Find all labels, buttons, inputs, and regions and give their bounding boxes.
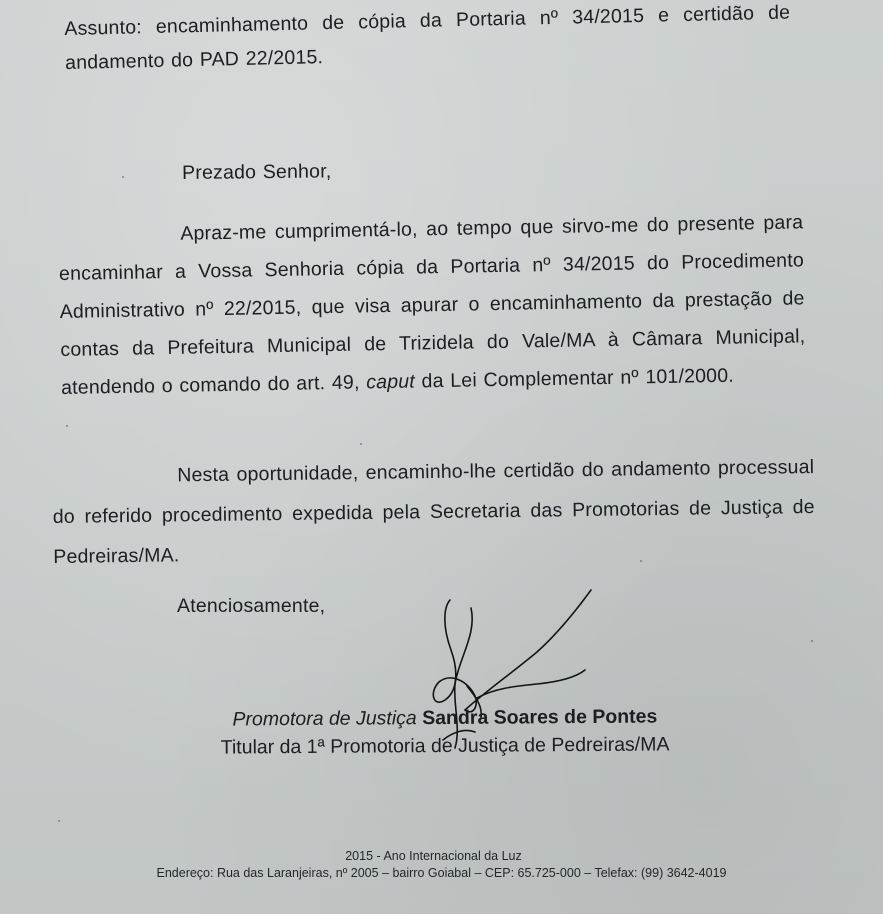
body-paragraph-1-text: Apraz-me cumprimentá-lo, ao tempo que sirvo-me do presente para encaminhar a Vossa Senhoria cópia da Portaria nº 34/2015 do Procedimento Administrativo nº 22/2015, que visa apurar o encaminhamento da prestação de contas da Prefeitura Municipal de Trizidela do Vale/MA à Câmara Municipal, atendendo o comando do art. 49, xyxy=(58,211,806,399)
signer-name: Sandra Soares de Pontes xyxy=(422,705,658,730)
body-paragraph-1-ending: da Lei Complementar nº 101/2000. xyxy=(421,364,735,393)
signer-block xyxy=(190,702,700,762)
signer-title: Titular da 1ª Promotoria de Justiça de Pedreiras/MA xyxy=(220,733,670,759)
footer-address: Endereço: Rua das Laranjeiras, nº 2005 – bairro Goiabal – CEP: 65.725-000 – Telefax: (99) 3642-4019 xyxy=(156,866,727,880)
signer-role: Promotora de Justiça xyxy=(232,707,417,731)
greeting: Prezado Senhor, xyxy=(182,160,332,184)
subject-line: Assunto: encaminhamento de cópia da Portaria nº 34/2015 e certidão de andamento do PAD 22/2015. xyxy=(64,1,791,74)
closing: Atenciosamente, xyxy=(177,595,326,617)
body-paragraph-2: Nesta oportunidade, encaminho-lhe certidão do andamento processual do referido procedimento expedida pela Secretaria das Promotorias de Justiça de Pedreiras/MA. xyxy=(52,456,815,568)
footer-motto: 2015 - Ano Internacional da Luz xyxy=(345,849,522,863)
body-paragraph-1 xyxy=(58,203,806,407)
body-paragraph-1-italic: caput xyxy=(366,370,416,394)
signer-line xyxy=(190,702,700,734)
footer xyxy=(0,848,883,882)
